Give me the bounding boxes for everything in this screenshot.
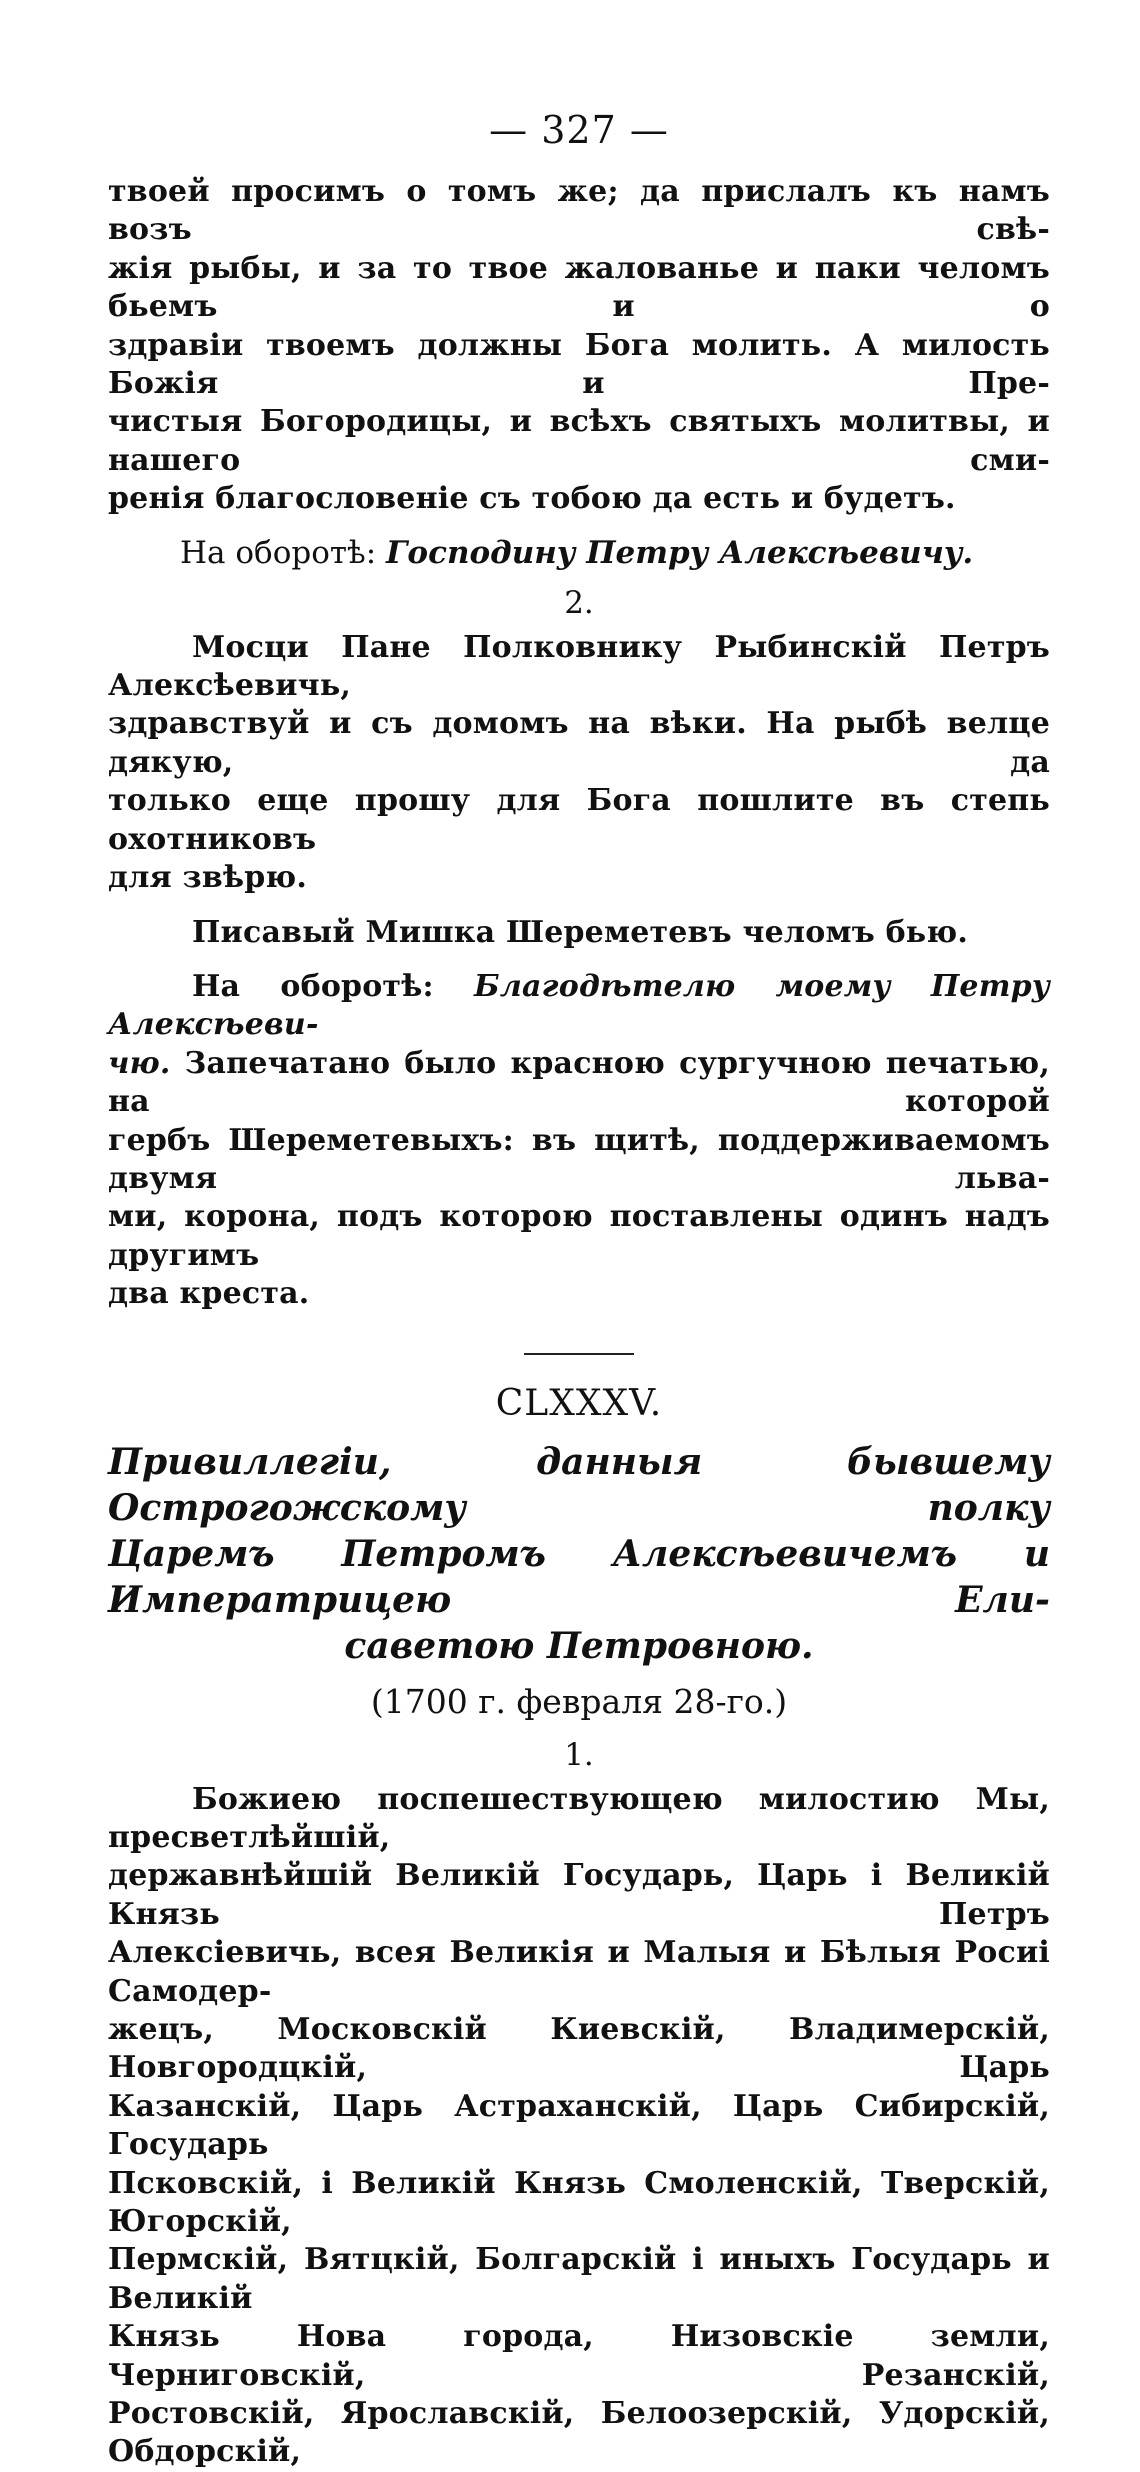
- text-line: для звѣрю.: [108, 860, 308, 896]
- text-line: два креста.: [108, 1276, 310, 1312]
- note-addressee: Благодѣтелю моему Петру Алексѣеви-: [108, 968, 1050, 1043]
- text-line: Божиею поспешествующею милостию Мы, пресветлѣйшій,: [108, 1781, 1050, 1855]
- note-addressee: Господину Петру Алексѣевичу.: [386, 534, 974, 571]
- letter-number: 2.: [564, 584, 594, 621]
- letter-body-paragraph: [108, 629, 1050, 898]
- document-date: (1700 г. февраля 28-го.): [370, 1681, 788, 1721]
- seal-description-paragraph: [108, 968, 1050, 1314]
- text-line: [108, 968, 1050, 1045]
- document-title: [108, 1439, 1050, 1669]
- text-line: Пермскій, Вятцкій, Болгарскій і иныхъ Государь и Великій: [108, 2242, 1050, 2316]
- text-line: только еще прошу для Бога пошлите въ степь охотниковъ: [108, 783, 1050, 857]
- text-line: Князь Нова города, Низовскіе земли, Черниговскій, Резанскій,: [108, 2319, 1050, 2393]
- title-line: саветою Петровною.: [344, 1624, 814, 1667]
- text-line: здравствуй и съ домомъ на вѣки. На рыбѣ велце дякую, да: [108, 706, 1050, 780]
- letter-closing-paragraph: [108, 173, 1050, 519]
- text-line: гербъ Шереметевыхъ: въ щитѣ, поддерживаемомъ двумя льва-: [108, 1122, 1050, 1196]
- letter-signature: [108, 914, 1050, 952]
- text-line: державнѣйшій Великій Государь, Царь і Великій Князь Петръ: [108, 1858, 1050, 1932]
- title-line: Царемъ Петромъ Алексѣевичемъ и Императрицею Ели-: [108, 1532, 1050, 1621]
- text-line: Писавый Мишка Шереметевъ челомъ бью.: [192, 914, 968, 950]
- text-line: жецъ, Московскій Киевскій, Владимерскій, Новгородцкій, Царь: [108, 2012, 1050, 2086]
- text-line: Ростовскій, Ярославскій, Белоозерскій, Удорскій, Обдорскій,: [108, 2396, 1050, 2470]
- document-number-heading: CLXXXV.: [495, 1382, 663, 1424]
- section-divider: [108, 1344, 1050, 1363]
- text-line: ренія благословеніе съ тобою да есть и будетъ.: [108, 481, 956, 517]
- text-line: жія рыбы, и за то твое жалованье и паки челомъ бьемъ и о: [108, 250, 1050, 325]
- note-prefix: На оборотѣ:: [192, 968, 475, 1004]
- section-number: 1.: [564, 1736, 594, 1773]
- text-line: здравіи твоемъ должны Бога молить. А милость Божія и Пре-: [108, 327, 1050, 402]
- text-line: Казанскій, Царь Астраханскій, Царь Сибирскій, Государь: [108, 2088, 1050, 2163]
- text-line: чистыя Богородицы, и всѣхъ святыхъ молитвы, и нашего сми-: [108, 404, 1050, 478]
- reverse-side-note: [108, 533, 1050, 573]
- note-prefix: На оборотѣ:: [180, 534, 387, 571]
- text-line: Мосци Пане Полковнику Рыбинскій Петръ Алексѣевичь,: [108, 629, 1050, 704]
- text-line: ми, корона, подъ которою поставлены одинъ надъ другимъ: [108, 1199, 1050, 1273]
- seal-text: Запечатано было красною сургучною печатью, на которой: [108, 1045, 1050, 1120]
- title-line: Привиллегіи, данныя бывшему Острогожскому полку: [108, 1440, 1050, 1529]
- text-line: [108, 1045, 1050, 1122]
- text-line: Алексіевичь, всея Великія и Малыя и Бѣлыя Росиі Самодер-: [108, 1935, 1050, 2009]
- book-page: [108, 105, 1050, 2472]
- page-number: — 327 —: [489, 108, 669, 152]
- note-addressee-end: чю.: [108, 1045, 171, 1081]
- charter-paragraph: [108, 1781, 1050, 2472]
- text-line: Псковскій, і Великій Князь Смоленскій, Тверскій, Югорскій,: [108, 2165, 1050, 2240]
- text-line: твоей просимъ о томъ же; да прислалъ къ намъ возъ свѣ-: [108, 174, 1050, 248]
